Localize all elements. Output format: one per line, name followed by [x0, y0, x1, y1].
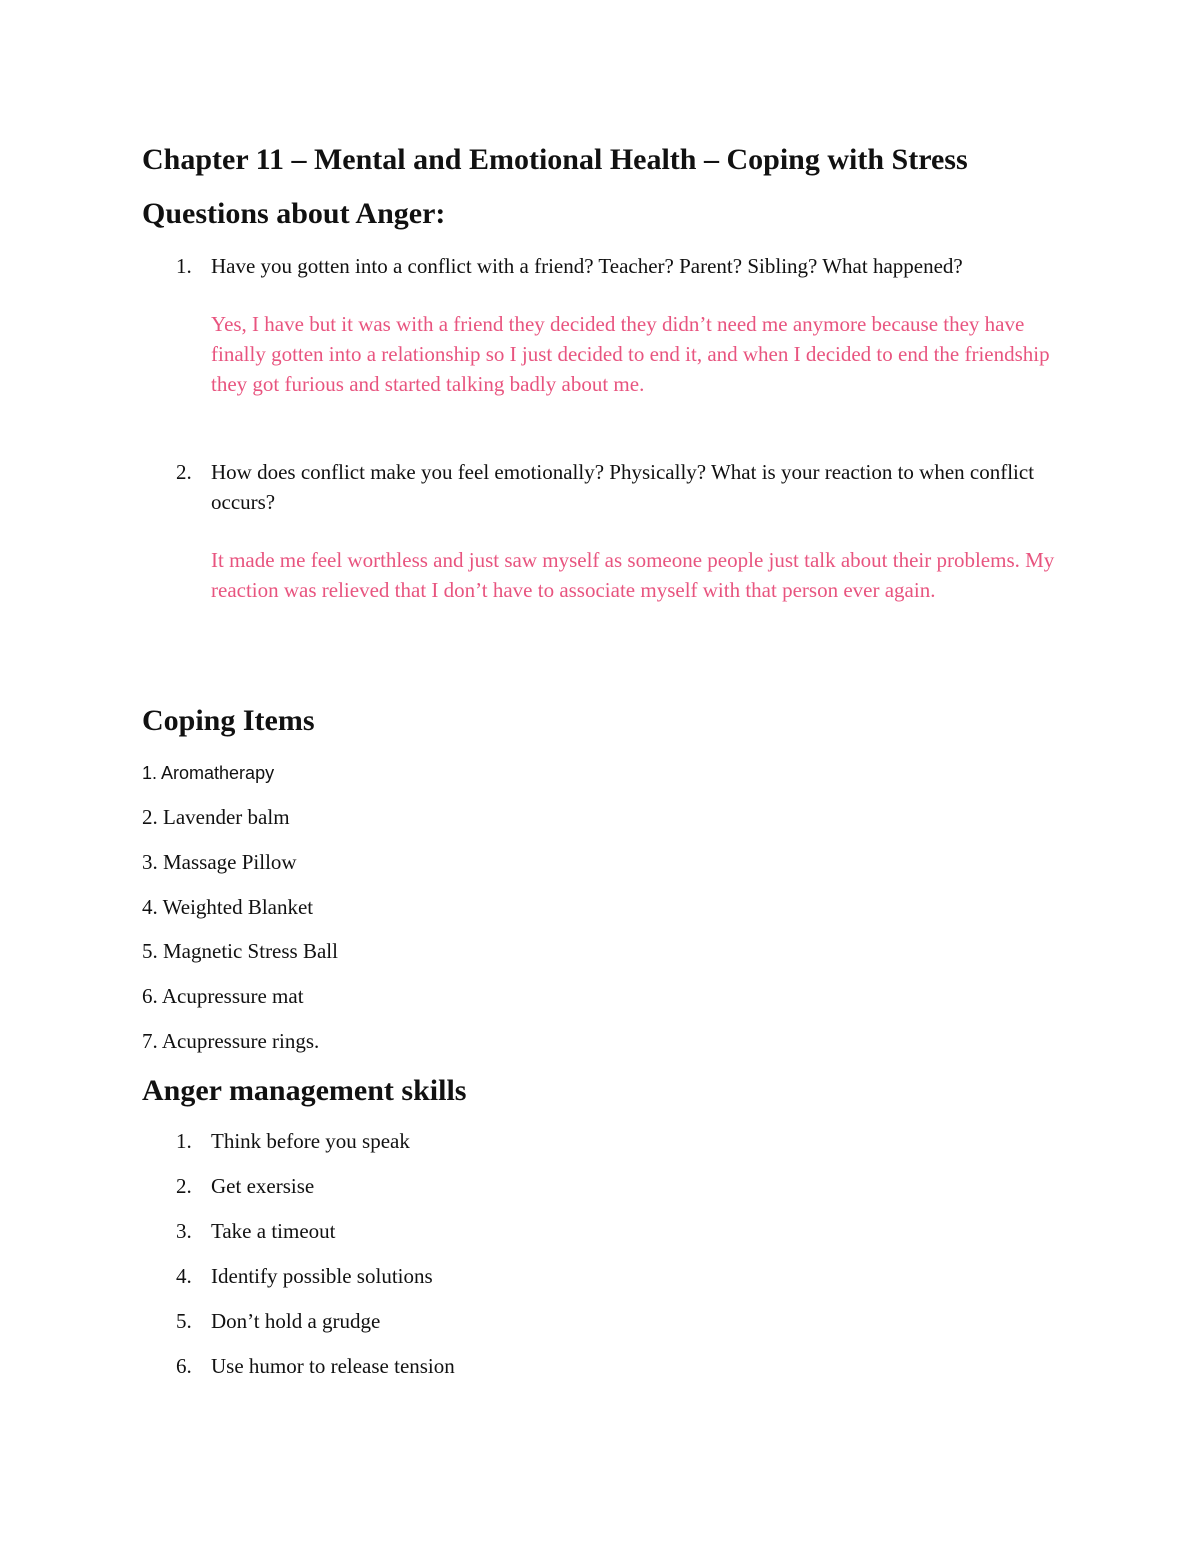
- answer-text: Yes, I have but it was with a friend they decided they didn’t need me anymore because they have finally gotten into a relationship so I just decided to end it, and when I decided to end the friendship they got furious and started talking badly about me.: [211, 312, 1050, 396]
- questions-heading: Questions about Anger:: [142, 197, 446, 230]
- coping-item: 2. Lavender balm: [142, 805, 290, 829]
- question-number: 1.: [176, 254, 192, 278]
- answer-text: It made me feel worthless and just saw myself as someone people just talk about their problems. My reaction was relieved that I don’t have to associate myself with that person ever again.: [211, 548, 1055, 602]
- coping-heading: Coping Items: [142, 704, 315, 737]
- coping-item: 4. Weighted Blanket: [142, 895, 314, 919]
- coping-item: 6. Acupressure mat: [142, 984, 304, 1008]
- skill-number: 2.: [176, 1174, 192, 1198]
- skill-text: Think before you speak: [211, 1129, 410, 1153]
- skill-number: 3.: [176, 1219, 192, 1243]
- question-number: 2.: [176, 460, 192, 484]
- skill-number: 4.: [176, 1264, 192, 1288]
- question-text: Have you gotten into a conflict with a friend? Teacher? Parent? Sibling? What happened?: [211, 254, 963, 278]
- skill-text: Don’t hold a grudge: [211, 1309, 381, 1333]
- question-text: How does conflict make you feel emotionally? Physically? What is your reaction to when conflict occurs?: [211, 460, 1035, 514]
- skill-number: 1.: [176, 1129, 192, 1153]
- coping-item: 3. Massage Pillow: [142, 850, 297, 874]
- coping-item: 7. Acupressure rings.: [142, 1029, 320, 1053]
- skill-text: Identify possible solutions: [211, 1264, 433, 1288]
- skill-number: 6.: [176, 1354, 192, 1378]
- skill-number: 5.: [176, 1309, 192, 1333]
- anger-skills-heading: Anger management skills: [142, 1074, 467, 1107]
- skill-text: Take a timeout: [211, 1219, 336, 1243]
- coping-item: 1. Aromatherapy: [142, 763, 275, 783]
- coping-item: 5. Magnetic Stress Ball: [142, 939, 338, 963]
- skill-text: Use humor to release tension: [211, 1354, 455, 1378]
- skill-text: Get exersise: [211, 1174, 315, 1198]
- page-title: Chapter 11 – Mental and Emotional Health – Coping with Stress: [142, 143, 968, 176]
